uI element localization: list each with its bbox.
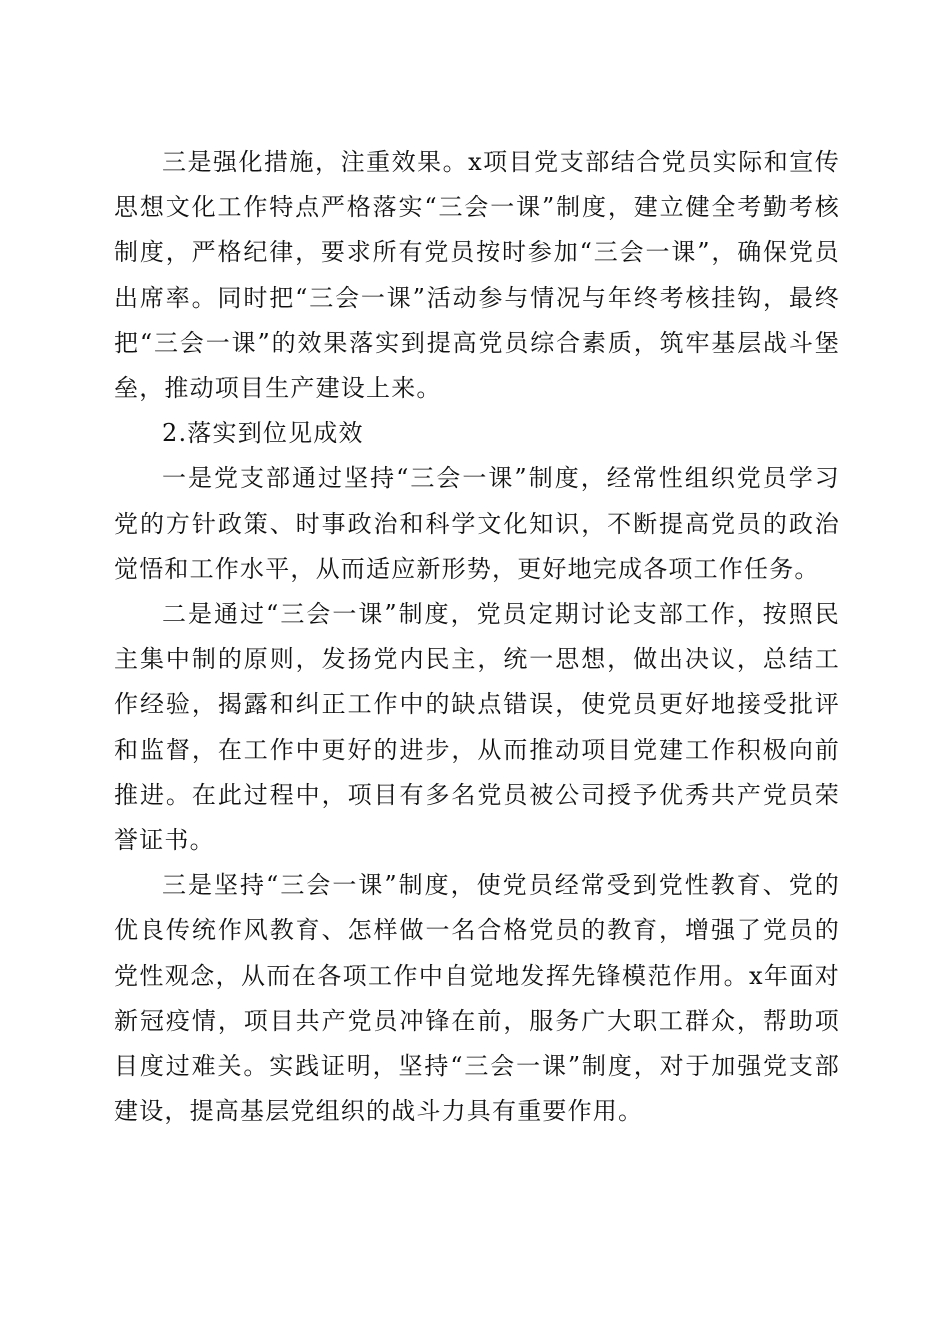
paragraph-strengthen-measures: 三是强化措施，注重效果。x项目党支部结合党员实际和宣传思想文化工作特点严格落实“三会一课”制度，建立健全考勤考核制度，严格纪律，要求所有党员按时参加“三会一课”，确保党员出席率。同时把“三会一课”活动参与情况与年终考核挂钩，最终把“三会一课”的效果落实到提高党员综合素质，筑牢基层战斗堡垒，推动项目生产建设上来。 [114, 148, 840, 403]
section-heading-implementation: 2.落实到位见成效 [162, 419, 364, 448]
paragraph-first-result: 一是党支部通过坚持“三会一课”制度，经常性组织党员学习党的方针政策、时事政治和科学文化知识，不断提高党员的政治觉悟和工作水平，从而适应新形势，更好地完成各项工作任务。 [114, 464, 840, 583]
paragraph-third-result: 三是坚持“三会一课”制度，使党员经常受到党性教育、党的优良传统作风教育、怎样做一名合格党员的教育，增强了党员的党性观念，从而在各项工作中自觉地发挥先锋模范作用。x年面对新冠疫情，项目共产党员冲锋在前，服务广大职工群众，帮助项目度过难关。实践证明，坚持“三会一课”制度，对于加强党支部建设，提高基层党组织的战斗力具有重要作用。 [114, 871, 840, 1126]
paragraph-second-result: 二是通过“三会一课”制度，党员定期讨论支部工作，按照民主集中制的原则，发扬党内民主，统一思想，做出决议，总结工作经验，揭露和纠正工作中的缺点错误，使党员更好地接受批评和监督，在工作中更好的进步，从而推动项目党建工作积极向前推进。在此过程中，项目有多名党员被公司授予优秀共产党员荣誉证书。 [114, 600, 840, 855]
document-body [114, 140, 840, 1134]
